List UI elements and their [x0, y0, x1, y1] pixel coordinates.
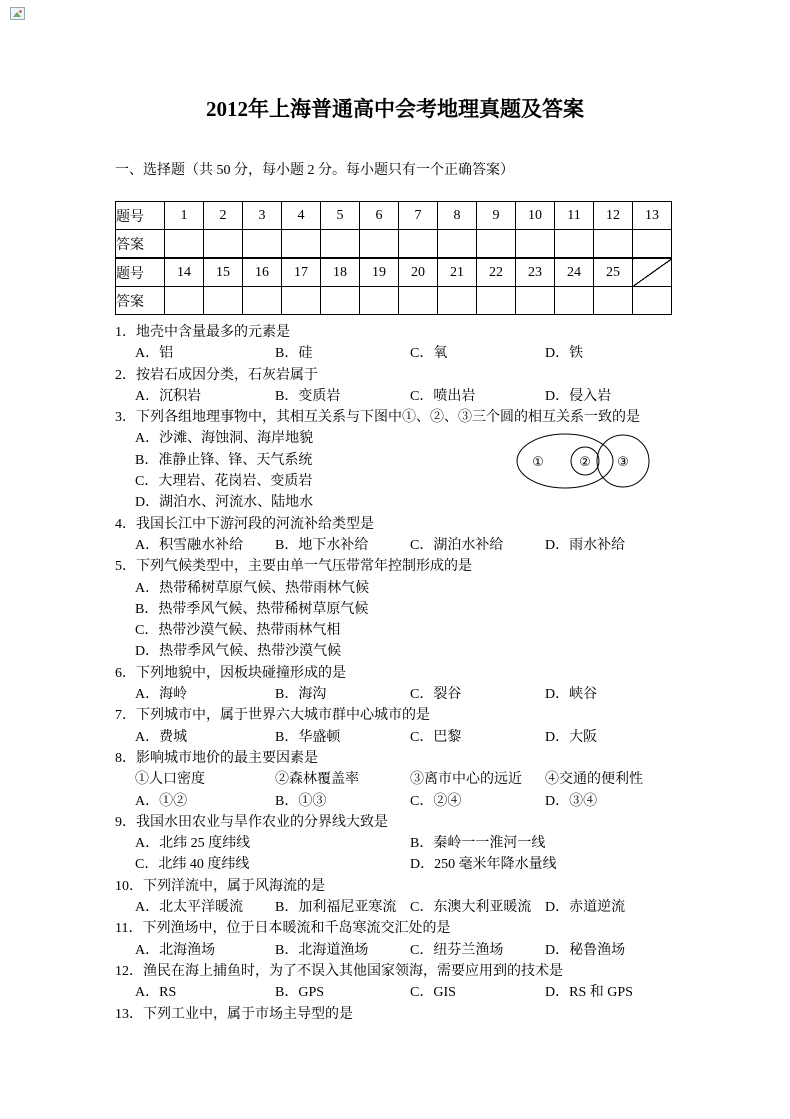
- question-6: [115, 663, 775, 706]
- table-cell: 15: [204, 258, 243, 287]
- answer-cell: [204, 287, 243, 315]
- option: D．赤道逆流: [545, 900, 626, 916]
- subitem: ①人口密度: [135, 772, 205, 788]
- answer-cell: [477, 230, 516, 259]
- question-options: [115, 791, 775, 812]
- option: A．①②: [135, 793, 188, 809]
- diagonal-cell: [633, 258, 672, 287]
- row-label: 答案: [116, 287, 165, 315]
- option: D．大阪: [545, 729, 598, 745]
- question-text: 9．我国水田农业与旱作农业的分界线大致是: [115, 814, 388, 830]
- option: A．费城: [135, 729, 188, 745]
- question-options: [115, 428, 775, 513]
- question-text: 11．下列渔场中，位于日本暖流和千岛寒流交汇处的是: [115, 921, 451, 937]
- question-11: [115, 918, 775, 961]
- option: C．东澳大利亚暖流: [410, 900, 532, 916]
- table-cell: 6: [360, 202, 399, 230]
- diagram-label-1: ①: [532, 455, 544, 471]
- subitem: ③离市中心的远近: [410, 772, 522, 788]
- table-cell: 25: [594, 258, 633, 287]
- table-cell: 11: [555, 202, 594, 230]
- option: B．加利福尼亚寒流: [275, 900, 397, 916]
- row-label: 答案: [116, 230, 165, 259]
- option: A．沙滩、海蚀洞、海岸地貌: [135, 431, 314, 447]
- answer-cell: [165, 287, 204, 315]
- table-cell: 24: [555, 258, 594, 287]
- question-text: 3．下列各组地理事物中，其相互关系与下图中①、②、③三个圆的相互关系一致的是: [115, 410, 640, 426]
- question-options: [115, 897, 775, 918]
- answer-cell: [321, 230, 360, 259]
- option: D．雨水补给: [545, 537, 626, 553]
- option: B．海沟: [275, 687, 327, 703]
- question-5: [115, 556, 775, 662]
- answer-cell: [243, 230, 282, 259]
- table-cell: 5: [321, 202, 360, 230]
- option: B．北海道渔场: [275, 942, 369, 958]
- option: A．北海渔场: [135, 942, 216, 958]
- table-cell: 22: [477, 258, 516, 287]
- table-row: [116, 258, 672, 287]
- answer-cell: [360, 230, 399, 259]
- answer-cell: [321, 287, 360, 315]
- question-subitems: [115, 769, 775, 790]
- answer-cell: [555, 287, 594, 315]
- answer-cell: [594, 287, 633, 315]
- question-text: 1．地壳中含量最多的元素是: [115, 325, 290, 340]
- table-cell: 13: [633, 202, 672, 230]
- option: A．积雪融水补给: [135, 537, 244, 553]
- question-options: [115, 982, 775, 1003]
- question-options: [115, 833, 775, 876]
- question-text: 7．下列城市中，属于世界六大城市群中心城市的是: [115, 708, 430, 724]
- option: A．RS: [135, 985, 177, 1001]
- question-options: [115, 535, 775, 556]
- question-text: 8．影响城市地价的最主要因素是: [115, 750, 318, 766]
- row-label: 题号: [116, 258, 165, 287]
- option: A．北纬 25 度纬线: [135, 836, 251, 852]
- page-title: 2012年上海普通高中会考地理真题及答案: [206, 97, 584, 121]
- diagram-label-3: ③: [617, 455, 629, 471]
- option: C．热带沙漠气候、热带雨林气相: [135, 623, 341, 639]
- table-cell: 14: [165, 258, 204, 287]
- answer-table: [115, 201, 672, 315]
- option: D．RS 和 GPS: [545, 985, 633, 1001]
- option: D．③④: [545, 793, 598, 809]
- table-cell: 12: [594, 202, 633, 230]
- answer-cell: [516, 287, 555, 315]
- answer-cell: [516, 230, 555, 259]
- option: D．铁: [545, 346, 584, 362]
- question-text: 13．下列工业中，属于市场主导型的是: [115, 1006, 353, 1022]
- option: C．喷出岩: [410, 388, 476, 404]
- table-cell: 23: [516, 258, 555, 287]
- question-options: [115, 578, 775, 663]
- answer-cell: [360, 287, 399, 315]
- option: A．热带稀树草原气候、热带雨林气候: [135, 580, 370, 596]
- question-7: [115, 705, 775, 748]
- option: C．②④: [410, 793, 462, 809]
- question-text: 12．渔民在海上捕鱼时，为了不误入其他国家领海，需要应用到的技术是: [115, 963, 563, 979]
- answer-cell: [633, 287, 672, 315]
- table-cell: 7: [399, 202, 438, 230]
- question-options: [115, 386, 775, 407]
- question-options: [115, 684, 775, 705]
- answer-cell: [594, 230, 633, 259]
- table-cell: 20: [399, 258, 438, 287]
- table-cell: 4: [282, 202, 321, 230]
- table-row: [116, 202, 672, 230]
- question-12: [115, 961, 775, 1004]
- venn-diagram: [515, 417, 665, 512]
- section-header: 一、选择题（共 50 分，每小题 2 分。每小题只有一个正确答案）: [115, 163, 514, 178]
- option: B．硅: [275, 346, 313, 362]
- option: C．纽芬兰渔场: [410, 942, 504, 958]
- option: B．①③: [275, 793, 327, 809]
- option: C．裂谷: [410, 687, 462, 703]
- option: C．湖泊水补给: [410, 537, 504, 553]
- option: B．秦岭一一淮河一线: [410, 836, 546, 852]
- option: B．准静止锋、锋、天气系统: [135, 452, 313, 468]
- table-cell: 1: [165, 202, 204, 230]
- table-cell: 10: [516, 202, 555, 230]
- answer-cell: [165, 230, 204, 259]
- table-cell: 8: [438, 202, 477, 230]
- table-row: [116, 287, 672, 315]
- option: B．GPS: [275, 985, 325, 1001]
- answer-cell: [399, 287, 438, 315]
- option: D．峡谷: [545, 687, 598, 703]
- image-placeholder-icon: [10, 7, 25, 20]
- option: A．海岭: [135, 687, 188, 703]
- question-10: [115, 876, 775, 919]
- option: B．华盛顿: [275, 729, 341, 745]
- option: D．侵入岩: [545, 388, 612, 404]
- answer-cell: [243, 287, 282, 315]
- table-cell: 16: [243, 258, 282, 287]
- question-13: [115, 1004, 775, 1025]
- answer-cell: [204, 230, 243, 259]
- question-1: [115, 322, 775, 365]
- option: B．热带季风气候、热带稀树草原气候: [135, 601, 369, 617]
- table-cell: 17: [282, 258, 321, 287]
- answer-cell: [477, 287, 516, 315]
- table-cell: 19: [360, 258, 399, 287]
- option: D．湖泊水、河流水、陆地水: [135, 495, 314, 511]
- question-options: [115, 343, 775, 364]
- question-options: [115, 940, 775, 961]
- answer-cell: [438, 287, 477, 315]
- answer-cell: [555, 230, 594, 259]
- table-cell: 3: [243, 202, 282, 230]
- answer-cell: [438, 230, 477, 259]
- table-cell: 21: [438, 258, 477, 287]
- option: B．变质岩: [275, 388, 341, 404]
- answer-cell: [399, 230, 438, 259]
- option: D．秘鲁渔场: [545, 942, 626, 958]
- question-9: [115, 812, 775, 876]
- question-text: 6．下列地貌中，因板块碰撞形成的是: [115, 665, 346, 681]
- option: C．巴黎: [410, 729, 462, 745]
- row-label: 题号: [116, 202, 165, 230]
- question-3: [115, 407, 775, 513]
- question-options: [115, 727, 775, 748]
- question-list: [115, 322, 775, 1025]
- table-cell: 18: [321, 258, 360, 287]
- option: D．热带季风气候、热带沙漠气候: [135, 644, 342, 660]
- question-text: 4．我国长江中下游河段的河流补给类型是: [115, 516, 374, 532]
- option: A．沉积岩: [135, 388, 202, 404]
- question-8: [115, 748, 775, 812]
- table-cell: 9: [477, 202, 516, 230]
- question-text: 10．下列洋流中，属于风海流的是: [115, 878, 325, 894]
- subitem: ②森林覆盖率: [275, 772, 359, 788]
- option: C．大理岩、花岗岩、变质岩: [135, 474, 313, 490]
- option: A．北太平洋暖流: [135, 900, 244, 916]
- answer-cell: [282, 287, 321, 315]
- answer-cell: [633, 230, 672, 259]
- diagram-label-2: ②: [579, 455, 591, 471]
- answer-cell: [282, 230, 321, 259]
- question-text: 5．下列气候类型中，主要由单一气压带常年控制形成的是: [115, 559, 472, 575]
- option: B．地下水补给: [275, 537, 369, 553]
- question-text: 2．按岩石成因分类，石灰岩属于: [115, 367, 318, 383]
- option: C．GIS: [410, 985, 456, 1001]
- option: C．北纬 40 度纬线: [135, 857, 250, 873]
- option: A．铝: [135, 346, 174, 362]
- question-4: [115, 514, 775, 557]
- table-row: [116, 230, 672, 259]
- option: C．氧: [410, 346, 448, 362]
- question-2: [115, 365, 775, 408]
- table-cell: 2: [204, 202, 243, 230]
- subitem: ④交通的便利性: [545, 772, 643, 788]
- option: D．250 毫米年降水量线: [410, 857, 557, 873]
